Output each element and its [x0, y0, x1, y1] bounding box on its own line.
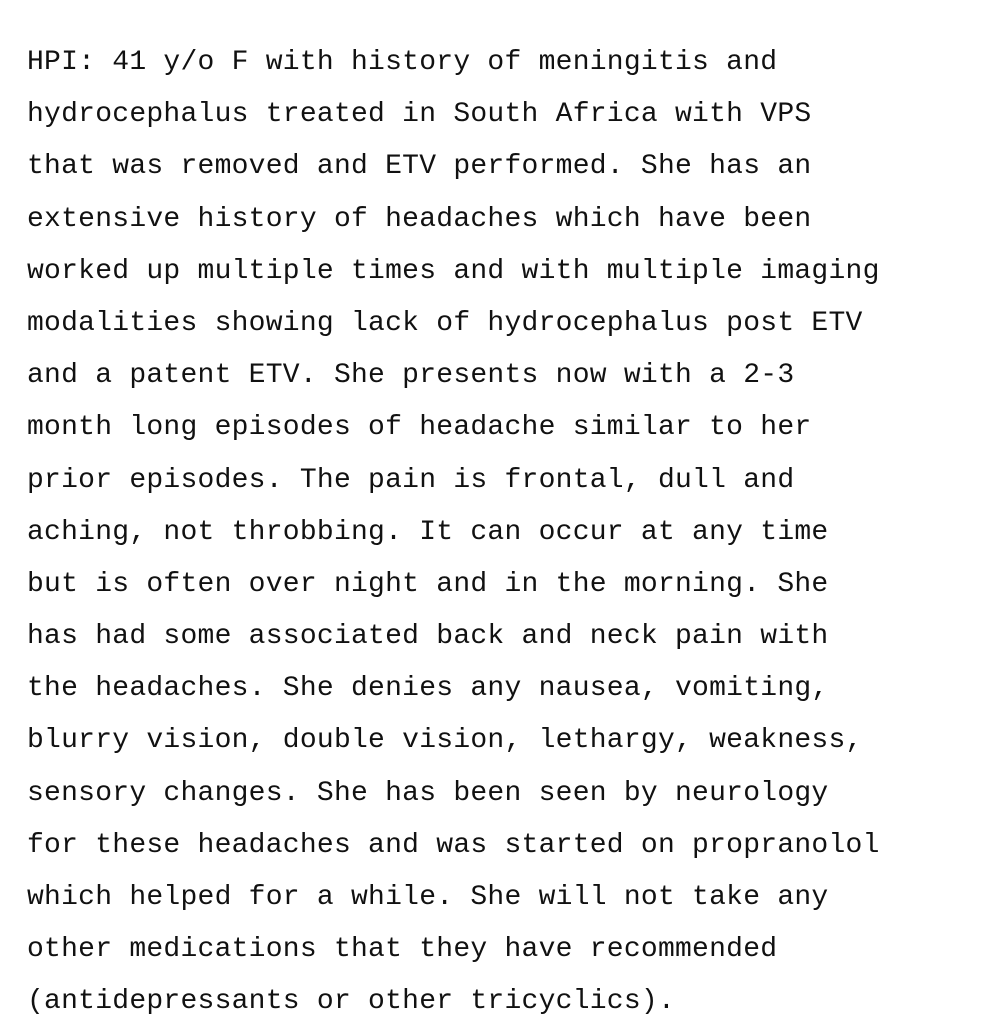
note-line: extensive history of headaches which have been [27, 203, 812, 235]
note-line: which helped for a while. She will not take any [27, 882, 829, 913]
note-line: for these headaches and was started on propranolol [27, 829, 880, 861]
note-line: has had some associated back and neck pain with [27, 621, 829, 653]
note-line: month long episodes of headache similar to her [27, 412, 812, 444]
note-line: aching, not throbbing. It can occur at any time [27, 516, 829, 548]
note-line: prior episodes. The pain is frontal, dull and [27, 464, 795, 496]
note-line: that was removed and ETV performed. She has an [27, 151, 812, 183]
note-line: worked up multiple times and with multiple imaging [27, 255, 880, 287]
note-line: and a patent ETV. She presents now with a 2-3 [27, 360, 795, 392]
note-line: (antidepressants or other tricyclics). [27, 986, 676, 1018]
note-line: other medications that they have recommended [27, 934, 778, 966]
note-line: HPI: 41 y/o F with history of meningitis and [27, 47, 778, 78]
hpi-note [27, 37, 972, 1029]
note-line: blurry vision, double vision, lethargy, weakness, [27, 725, 863, 757]
note-line: but is often over night and in the morning. She [27, 568, 829, 600]
note-line: sensory changes. She has been seen by neurology [27, 777, 829, 809]
note-line: modalities showing lack of hydrocephalus post ETV [27, 307, 863, 339]
note-line: the headaches. She denies any nausea, vomiting, [27, 673, 829, 705]
note-line: hydrocephalus treated in South Africa with VPS [27, 99, 812, 131]
